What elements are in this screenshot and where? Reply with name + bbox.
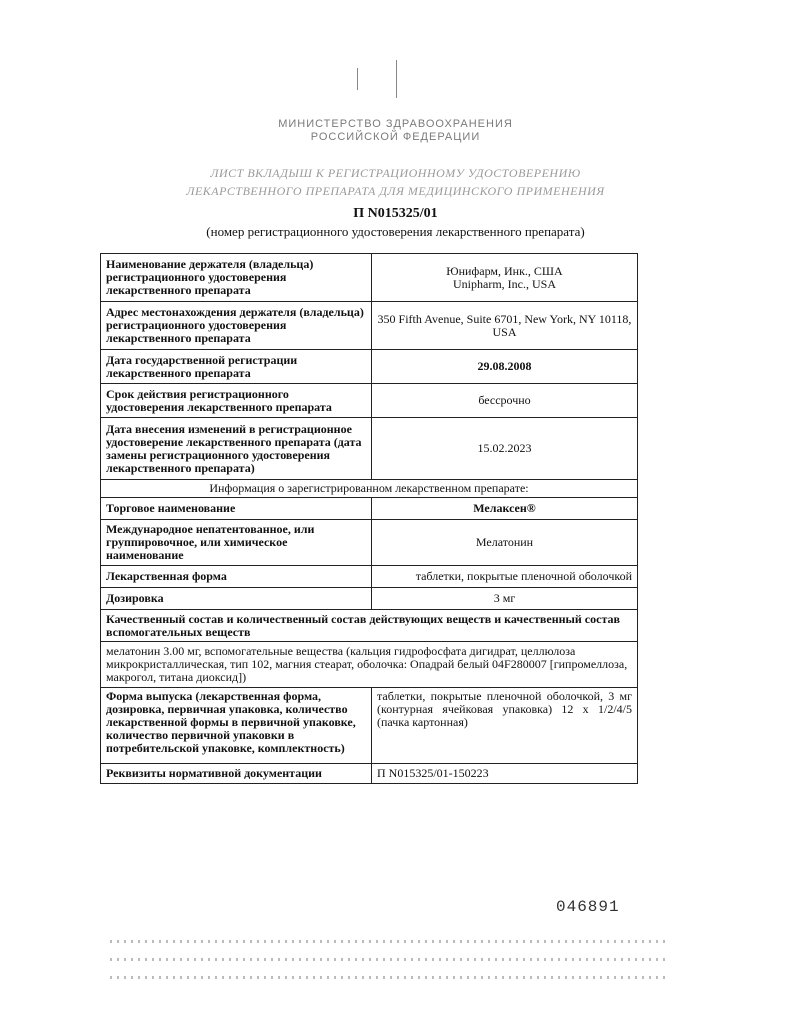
inn-label: Международное непатентованное, или группировочное, или химическое наименование (101, 520, 372, 566)
holder-label: Наименование держателя (владельца) регистрационного удостоверения лекарственного препарата (101, 254, 372, 302)
form-value: таблетки, покрытые пленочной оболочкой (372, 566, 638, 588)
table-row (101, 566, 638, 588)
table-row (101, 588, 638, 610)
table-row (101, 302, 638, 350)
info-header: Информация о зарегистрированном лекарственном препарате: (101, 480, 638, 498)
serial-stamp: 046891 (556, 898, 620, 916)
normative-label: Реквизиты нормативной документации (101, 764, 372, 784)
address-value: 350 Fifth Avenue, Suite 6701, New York, NY 10118, USA (372, 302, 638, 350)
ministry-line-1: МИНИСТЕРСТВО ЗДРАВООХРАНЕНИЯ (278, 118, 513, 130)
table-row (101, 688, 638, 764)
ministry-line-2: РОССИЙСКОЙ ФЕДЕРАЦИИ (310, 131, 481, 143)
table-row (101, 610, 638, 642)
scan-noise (110, 958, 670, 961)
inn-value: Мелатонин (372, 520, 638, 566)
reg-date-value: 29.08.2008 (372, 350, 638, 384)
reg-date-label: Дата государственной регистрации лекарственного препарата (101, 350, 372, 384)
scan-noise (110, 940, 670, 943)
normative-value: П N015325/01-150223 (372, 764, 638, 784)
validity-label: Срок действия регистрационного удостоверения лекарственного препарата (101, 384, 372, 418)
holder-value-en: Unipharm, Inc., USA (453, 276, 556, 291)
composition-header: Качественный состав и количественный состав действующих веществ и качественный состав вспомогательных веществ (101, 610, 638, 642)
table-row (101, 642, 638, 688)
release-label: Форма выпуска (лекарственная форма, дозировка, первичная упаковка, количество лекарственной формы в первичной упаковке, количество первичной упаковки в потребительской упаковке, комплектность) (101, 688, 372, 764)
trade-name-value: Мелаксен® (372, 498, 638, 520)
change-date-value: 15.02.2023 (372, 418, 638, 480)
table-row (101, 498, 638, 520)
scan-mark (357, 68, 358, 90)
table-row (101, 418, 638, 480)
holder-value (372, 254, 638, 302)
scan-noise (110, 976, 670, 979)
certificate-number: П N015325/01 (353, 206, 438, 221)
table-row (101, 764, 638, 784)
release-value: таблетки, покрытые пленочной оболочкой, 3 мг (контурная ячейковая упаковка) 12 х 1/2/4/5 (пачка картонная) (372, 688, 638, 764)
scan-mark (396, 60, 397, 98)
table-row (101, 384, 638, 418)
composition-value: мелатонин 3.00 мг, вспомогательные вещества (кальция гидрофосфата дигидрат, целлюлоза микрокристаллическая, тип 102, магния стеарат, оболочка: Опадрай белый 04F280007 [гипромеллоза, макрогол, титана диоксид]) (101, 642, 638, 688)
ministry-header (0, 118, 791, 144)
certificate-caption: (номер регистрационного удостоверения лекарственного препарата) (206, 224, 585, 239)
table-row (101, 254, 638, 302)
holder-value-ru: Юнифарм, Инк., США (446, 263, 563, 278)
dosage-value: 3 мг (372, 588, 638, 610)
faded-title-line-1: ЛИСТ ВКЛАДЫШ К РЕГИСТРАЦИОННОМУ УДОСТОВЕРЕНИЮ (210, 166, 581, 180)
validity-value: бессрочно (372, 384, 638, 418)
form-label: Лекарственная форма (101, 566, 372, 588)
table-row (101, 350, 638, 384)
change-date-label: Дата внесения изменений в регистрационное удостоверение лекарственного препарата (дата замены регистрационного удостоверения лекарственного препарата) (101, 418, 372, 480)
faded-title-line-2: ЛЕКАРСТВЕННОГО ПРЕПАРАТА ДЛЯ МЕДИЦИНСКОГО ПРИМЕНЕНИЯ (186, 184, 605, 198)
address-label: Адрес местонахождения держателя (владельца) регистрационного удостоверения лекарственного препарата (101, 302, 372, 350)
table-row (101, 480, 638, 498)
registration-table (100, 253, 638, 784)
trade-name-label: Торговое наименование (101, 498, 372, 520)
dosage-label: Дозировка (101, 588, 372, 610)
table-row (101, 520, 638, 566)
